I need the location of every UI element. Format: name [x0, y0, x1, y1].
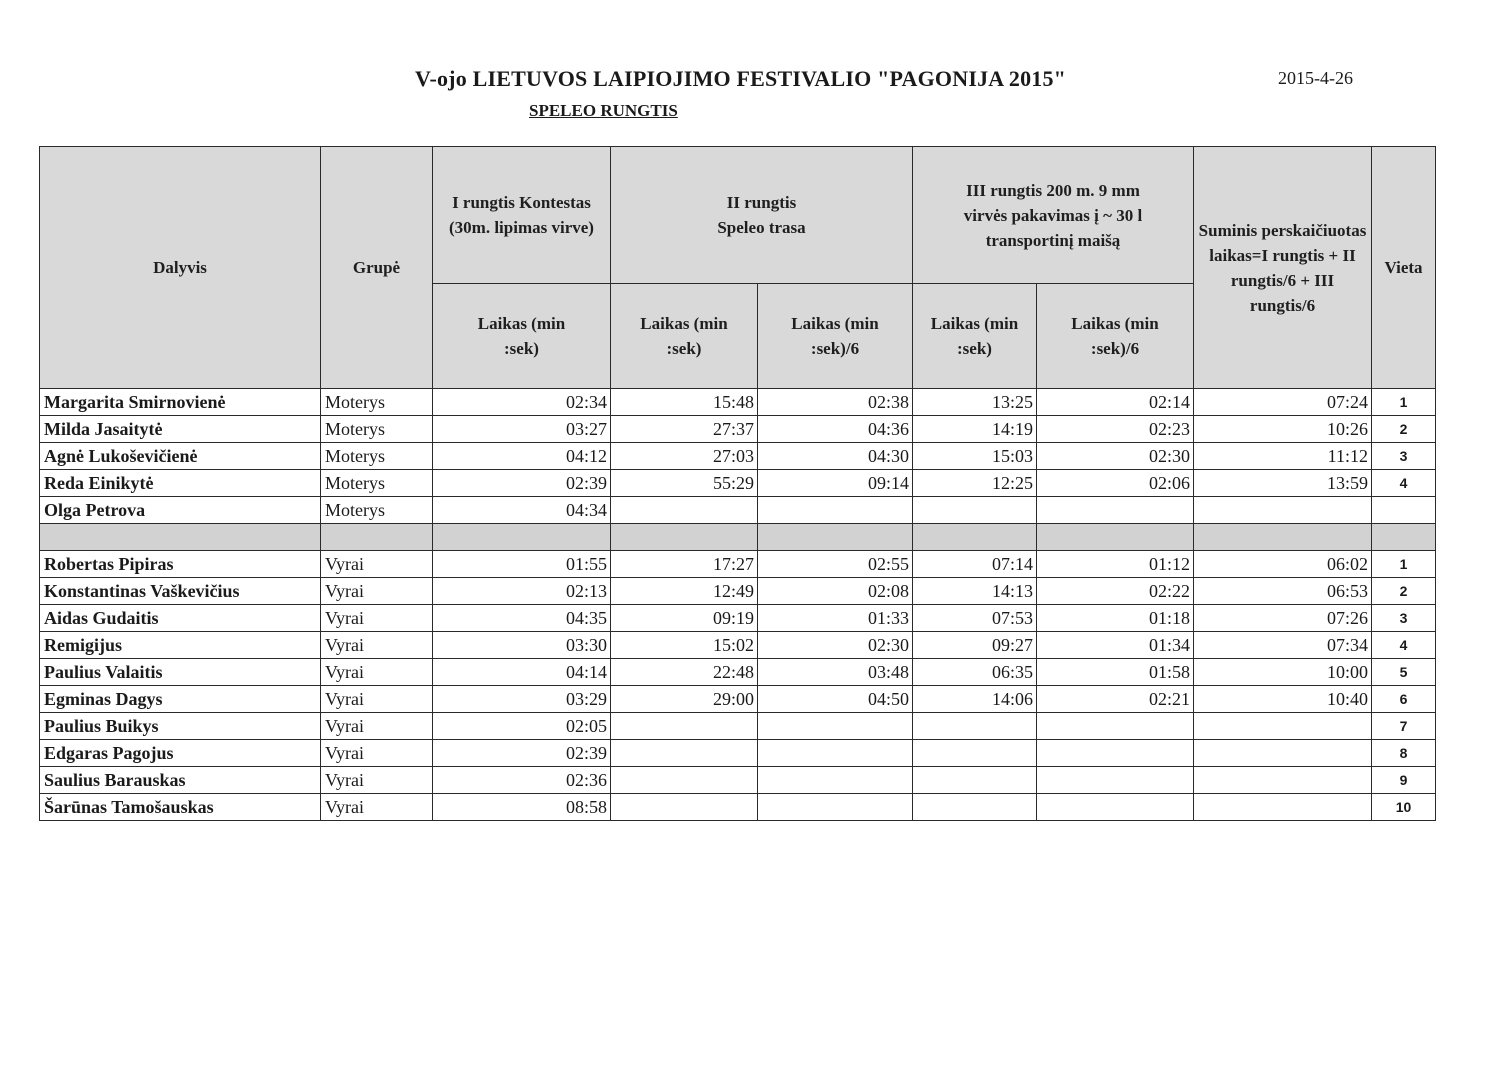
participant-name: Robertas Pipiras: [40, 551, 321, 578]
place: 2: [1372, 416, 1436, 443]
participant-group: Vyrai: [321, 740, 433, 767]
table-row: [40, 767, 1436, 794]
participant-name: Remigijus: [40, 632, 321, 659]
total-time: [1194, 497, 1372, 524]
participant-group: Vyrai: [321, 686, 433, 713]
header-rungtis-2: [611, 147, 913, 284]
participant-name: Saulius Barauskas: [40, 767, 321, 794]
total-time: [1194, 794, 1372, 821]
r2-time: 29:00: [611, 686, 758, 713]
results-body: [40, 389, 1436, 821]
table-row: [40, 578, 1436, 605]
document-subtitle: SPELEO RUNGTIS: [529, 101, 678, 120]
place: 9: [1372, 767, 1436, 794]
total-time: 11:12: [1194, 443, 1372, 470]
r2-time: [611, 497, 758, 524]
r2-time: 12:49: [611, 578, 758, 605]
r2-time-div6: 04:30: [758, 443, 913, 470]
table-row: [40, 713, 1436, 740]
table-row: [40, 794, 1436, 821]
header-r2-laikas-label: Laikas (min :sek): [640, 314, 728, 358]
participant-name: Agnė Lukoševičienė: [40, 443, 321, 470]
r1-time: 02:39: [433, 740, 611, 767]
r3-time-div6: 02:23: [1037, 416, 1194, 443]
total-time: [1194, 767, 1372, 794]
header-vieta: Vieta: [1372, 147, 1436, 389]
r3-time: 07:53: [913, 605, 1037, 632]
header-r2-laikas6: [758, 284, 913, 389]
total-time: 13:59: [1194, 470, 1372, 497]
separator-cell: [611, 524, 758, 551]
place: 4: [1372, 632, 1436, 659]
participant-group: Vyrai: [321, 767, 433, 794]
r3-time-div6: 01:18: [1037, 605, 1194, 632]
r1-time: 03:30: [433, 632, 611, 659]
r1-time: 02:39: [433, 470, 611, 497]
participant-group: Moterys: [321, 416, 433, 443]
r1-time: 04:35: [433, 605, 611, 632]
r2-time-div6: 02:38: [758, 389, 913, 416]
place: 2: [1372, 578, 1436, 605]
place: 3: [1372, 605, 1436, 632]
r2-time: [611, 713, 758, 740]
participant-name: Paulius Valaitis: [40, 659, 321, 686]
r3-time-div6: [1037, 713, 1194, 740]
r3-time: 15:03: [913, 443, 1037, 470]
total-time: 07:26: [1194, 605, 1372, 632]
r1-time: 03:27: [433, 416, 611, 443]
total-time: 10:00: [1194, 659, 1372, 686]
table-row: [40, 443, 1436, 470]
r3-time: 14:06: [913, 686, 1037, 713]
place: [1372, 497, 1436, 524]
place: 1: [1372, 389, 1436, 416]
participant-name: Reda Einikytė: [40, 470, 321, 497]
r3-time: 06:35: [913, 659, 1037, 686]
header-r3-laikas6-label: Laikas (min :sek)/6: [1071, 314, 1159, 358]
results-table: [39, 146, 1436, 821]
separator-cell: [1194, 524, 1372, 551]
participant-group: Vyrai: [321, 794, 433, 821]
participant-name: Olga Petrova: [40, 497, 321, 524]
r3-time: [913, 740, 1037, 767]
r2-time: 22:48: [611, 659, 758, 686]
participant-group: Vyrai: [321, 659, 433, 686]
group-separator-row: [40, 524, 1436, 551]
place: 10: [1372, 794, 1436, 821]
r3-time-div6: 02:22: [1037, 578, 1194, 605]
participant-name: Milda Jasaitytė: [40, 416, 321, 443]
participant-name: Edgaras Pagojus: [40, 740, 321, 767]
header-r3-laikas-label: Laikas (min :sek): [930, 314, 1019, 358]
r2-time: 17:27: [611, 551, 758, 578]
r2-time-div6: [758, 713, 913, 740]
header-rungtis-3-label: III rungtis 200 m. 9 mm virvės pakavimas į ~ 30 l transportinį maišą: [963, 180, 1143, 250]
r2-time-div6: 02:55: [758, 551, 913, 578]
r3-time: [913, 794, 1037, 821]
r1-time: 08:58: [433, 794, 611, 821]
r3-time-div6: [1037, 497, 1194, 524]
r2-time-div6: 01:33: [758, 605, 913, 632]
table-row: [40, 497, 1436, 524]
r3-time: 09:27: [913, 632, 1037, 659]
header-r3-laikas6: [1037, 284, 1194, 389]
table-row: [40, 389, 1436, 416]
r2-time-div6: [758, 767, 913, 794]
place: 8: [1372, 740, 1436, 767]
r1-time: 03:29: [433, 686, 611, 713]
header-r3-laikas: [913, 284, 1037, 389]
r3-time-div6: 01:58: [1037, 659, 1194, 686]
header-rungtis-3: [913, 147, 1194, 284]
separator-cell: [40, 524, 321, 551]
total-time: [1194, 740, 1372, 767]
place: 1: [1372, 551, 1436, 578]
total-time: 10:40: [1194, 686, 1372, 713]
participant-name: Margarita Smirnovienė: [40, 389, 321, 416]
r3-time: [913, 713, 1037, 740]
r2-time-div6: 02:08: [758, 578, 913, 605]
r2-time: 15:02: [611, 632, 758, 659]
r3-time-div6: 02:14: [1037, 389, 1194, 416]
r3-time: 14:19: [913, 416, 1037, 443]
r3-time-div6: [1037, 767, 1194, 794]
r3-time-div6: 01:12: [1037, 551, 1194, 578]
r3-time: [913, 767, 1037, 794]
r2-time-div6: [758, 497, 913, 524]
total-time: 10:26: [1194, 416, 1372, 443]
r2-time: 27:37: [611, 416, 758, 443]
r2-time: 09:19: [611, 605, 758, 632]
header-rungtis-1: I rungtis Kontestas (30m. lipimas virve): [433, 147, 611, 284]
separator-cell: [1372, 524, 1436, 551]
table-row: [40, 416, 1436, 443]
total-time: 07:34: [1194, 632, 1372, 659]
total-time: [1194, 713, 1372, 740]
r2-time-div6: 04:50: [758, 686, 913, 713]
header-dalyvis: Dalyvis: [40, 147, 321, 389]
participant-group: Moterys: [321, 443, 433, 470]
table-row: [40, 551, 1436, 578]
place: 4: [1372, 470, 1436, 497]
header-r1-laikas: [433, 284, 611, 389]
separator-cell: [321, 524, 433, 551]
r2-time: [611, 740, 758, 767]
total-time: 07:24: [1194, 389, 1372, 416]
r2-time-div6: [758, 794, 913, 821]
place: 6: [1372, 686, 1436, 713]
r2-time-div6: 03:48: [758, 659, 913, 686]
participant-name: Paulius Buikys: [40, 713, 321, 740]
header-grupe: Grupė: [321, 147, 433, 389]
table-row: [40, 470, 1436, 497]
participant-group: Vyrai: [321, 551, 433, 578]
table-row: [40, 605, 1436, 632]
header-r2-laikas6-label: Laikas (min :sek)/6: [791, 314, 879, 358]
participant-group: Moterys: [321, 389, 433, 416]
r3-time-div6: [1037, 794, 1194, 821]
r3-time-div6: 02:30: [1037, 443, 1194, 470]
participant-group: Vyrai: [321, 605, 433, 632]
separator-cell: [913, 524, 1037, 551]
total-time: 06:02: [1194, 551, 1372, 578]
r1-time: 02:05: [433, 713, 611, 740]
r2-time: 55:29: [611, 470, 758, 497]
r2-time-div6: 09:14: [758, 470, 913, 497]
header-r2-laikas: [611, 284, 758, 389]
r1-time: 04:34: [433, 497, 611, 524]
table-row: [40, 632, 1436, 659]
header-rungtis-2-label: II rungtis Speleo trasa: [717, 193, 806, 237]
r2-time: 27:03: [611, 443, 758, 470]
separator-cell: [758, 524, 913, 551]
participant-name: Aidas Gudaitis: [40, 605, 321, 632]
participant-group: Vyrai: [321, 578, 433, 605]
r3-time: 14:13: [913, 578, 1037, 605]
r3-time-div6: 02:21: [1037, 686, 1194, 713]
r3-time-div6: 02:06: [1037, 470, 1194, 497]
r2-time-div6: [758, 740, 913, 767]
r2-time-div6: 02:30: [758, 632, 913, 659]
header-suminis: Suminis perskaičiuotas laikas=I rungtis + II rungtis/6 + III rungtis/6: [1194, 147, 1372, 389]
separator-cell: [433, 524, 611, 551]
participant-group: Vyrai: [321, 632, 433, 659]
r1-time: 04:14: [433, 659, 611, 686]
r1-time: 02:13: [433, 578, 611, 605]
participant-group: Moterys: [321, 470, 433, 497]
participant-group: Moterys: [321, 497, 433, 524]
r3-time-div6: 01:34: [1037, 632, 1194, 659]
header-r1-laikas-label: Laikas (min :sek): [477, 314, 566, 358]
table-row: [40, 740, 1436, 767]
participant-name: Konstantinas Vaškevičius: [40, 578, 321, 605]
table-row: [40, 659, 1436, 686]
r3-time: 12:25: [913, 470, 1037, 497]
r3-time: 13:25: [913, 389, 1037, 416]
r3-time-div6: [1037, 740, 1194, 767]
total-time: 06:53: [1194, 578, 1372, 605]
separator-cell: [1037, 524, 1194, 551]
r1-time: 02:36: [433, 767, 611, 794]
place: 7: [1372, 713, 1436, 740]
participant-name: Šarūnas Tamošauskas: [40, 794, 321, 821]
participant-group: Vyrai: [321, 713, 433, 740]
participant-name: Egminas Dagys: [40, 686, 321, 713]
r1-time: 04:12: [433, 443, 611, 470]
r2-time-div6: 04:36: [758, 416, 913, 443]
table-row: [40, 686, 1436, 713]
place: 5: [1372, 659, 1436, 686]
r3-time: [913, 497, 1037, 524]
r2-time: 15:48: [611, 389, 758, 416]
r2-time: [611, 794, 758, 821]
document-title: V-ojo LIETUVOS LAIPIOJIMO FESTIVALIO "PAGONIJA 2015": [415, 66, 1067, 91]
r1-time: 02:34: [433, 389, 611, 416]
r2-time: [611, 767, 758, 794]
place: 3: [1372, 443, 1436, 470]
r3-time: 07:14: [913, 551, 1037, 578]
document-date: 2015-4-26: [1278, 68, 1353, 88]
r1-time: 01:55: [433, 551, 611, 578]
